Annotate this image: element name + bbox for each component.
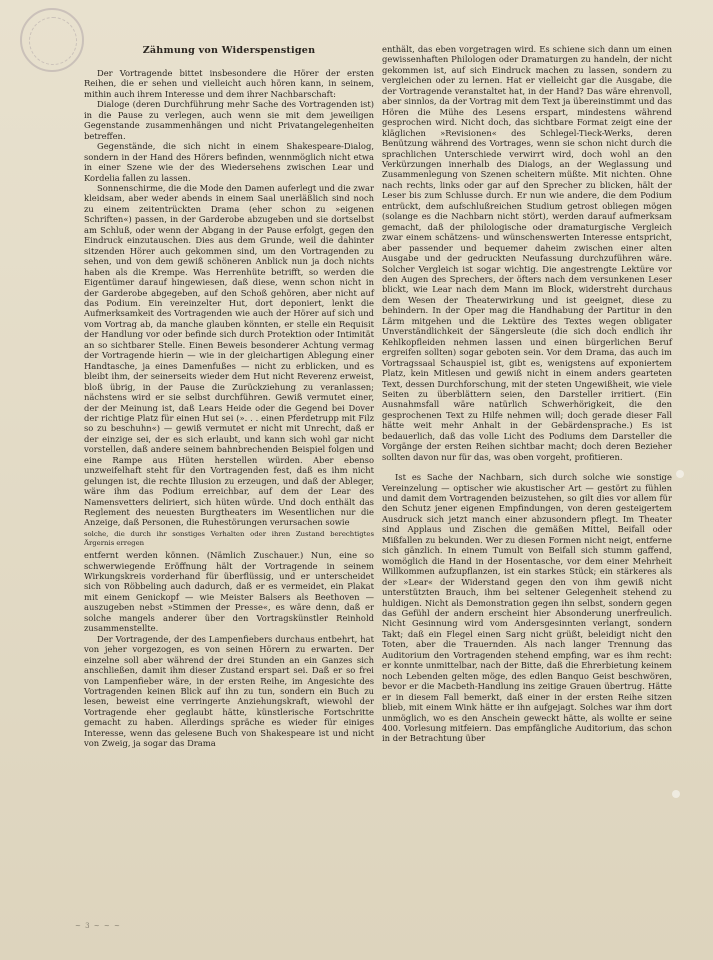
paragraph: Der Vortragende bittet insbesondere die Hörer der ersten Reihen, die er sehen und vielleicht auch hören kann, in seinem, mithin auch ihrem Interesse und dem ihrer Nachbarschaft: [84, 68, 374, 99]
left-column [84, 68, 374, 749]
page-footer-mark: ~ 3 ~ ~ ~ [75, 922, 121, 930]
paragraph: entfernt werden können. (Nämlich Zuschauer.) Nun, eine so schwerwiegende Eröffnung hält der Vortragende in seinem Wirkungskreis vorderhand für überflüssig, und er unterscheidet sich von Röbbeling auch dadurch, daß er es vermeidet, ein Plakat mit einem Genickopf — wie Meister Balsers als Beethoven — auszugeben nebst »Stimmen der Presse«, es wäre denn, daß er solche mangels anderer über den Vortragskünstler Reinhold zusammenstellte. [84, 550, 374, 634]
paragraph: enthält, das eben vorgetragen wird. Es schiene sich dann um einen gewissenhaften Philologen oder Dramaturgen zu handeln, der nicht gekommen ist, auf sich Eindruck machen zu lassen, sondern zu vergleichen oder zu lernen. Hat er vielleicht gar die Ausgabe, die der Vortragende veranstaltet hat, in der Hand? Das wäre ehrenvoll, aber sinnlos, da der Vortrag mit dem Text ja übereinstimmt und das Hören die Mühe des Lesens erspart, mindestens während gesprochen wird. Nicht doch, das sichtbare Format zeigt eine der kläglichen »Revisionen« des Schlegel-Tieck-Werks, deren Benützung während des Vortrages, wenn sie schon nicht durch die sprachlichen Unterschiede verwirrt wird, doch wohl an den Verkürzungen innerhalb des Dialogs, an der Weglassung und Zusammenlegung von Szenen scheitern müßte. Mit nichten. Ohne nach rechts, links oder gar auf den Sprecher zu blicken, hält der Leser bis zum Schlusse durch. Er nun wie andere, die dem Podium entrückt, dem aufschlußreichen Studium getrost obliegen mögen (solange es die Nachbarn nicht stört), werden darauf aufmerksam gemacht, daß der philologische oder dramaturgische Vergleich zwar einem schätzens- und wünschenswerten Interesse entspricht, aber passender und bequemer daheim zwischen einer alten Ausgabe und der gedruckten Neufassung durchzuführen wäre. Solcher Vergleich ist sogar wichtig. Die angestrengte Lektüre vor den Augen des Sprechers, der öfters nach dem versunkenen Leser blickt, wie Lear nach dem Mann im Block, widerstreht durchaus dem Wesen der Theaterwirkung und ist geeignet, diese zu behindern. In der Oper mag die Handhabung der Partitur in den Lärm mitgehen und die Lektüre des Textes wegen obligater Unverständlichkeit der Sängersleute (die sich doch endlich ihr Kehlkopfleiden nehmen lassen und einen bürgerlichen Beruf ergreifen sollten) sogar geboten sein. Vor dem Drama, das auch im Vortragssaal Schauspiel ist, gibt es, wenigstens auf exponiertem Platz, kein Mitlesen und gewiß nicht in einem anders gearteten Text, dessen Durchforschung, mit der steten Ungewißheit, wie viele Seiten zu überblättern seien, den Darsteller irritiert. (Ein Ausnahmsfall wäre natürlich Schwerhörigkeit, die den gesprochenen Text zu Hilfe nehmen will; doch gerade dieser Fall hätte weit mehr Anhalt in der Gebärdensprache.) Es ist bedauerlich, daß das volle Licht des Podiums dem Darsteller die Vorgänge der ersten Reihen sichtbar macht; doch deren Bezieher sollten davon nur für das, was oben vorgeht, profitieren. [382, 44, 672, 462]
library-stamp [20, 8, 84, 72]
paragraph: Dialoge (deren Durchführung mehr Sache des Vortragenden ist) in die Pause zu verlegen, auch wenn sie mit dem jeweiligen Gegenstande zusammenhängen und nicht Privatangelegenheiten betreffen. [84, 99, 374, 141]
paper-crease-mark [676, 470, 684, 478]
paragraph: Sonnenschirme, die die Mode den Damen auferlegt und die zwar kleidsam, aber weder abends in einem Saal unerläßlich sind noch zu einem zeitentrückten Drama (eher schon zu »eigenen Schriften«) passen, in der Garderobe abzugeben und sie dortselbst am Schluß, oder wenn der Abgang in der Pause erfolgt, gegen den Eindruck einzutauschen. Dies aus dem Grunde, weil die dahinter sitzenden Hörer auch gekommen sind, um den Vortragenden zu sehen, und von dem gewiß schöneren Anblick nun ja doch nichts haben als die Krempe. Was Herrenhüte betrifft, so werden die Eigentümer darauf hingewiesen, daß diese, wenn schon nicht in der Garderobe abgegeben, auf den Schoß gehören, aber nicht auf das Podium. Ein vereinzelter Hut, dort deponiert, lenkt die Aufmerksamkeit des Vortragenden wie auch der Hörer auf sich und vom Vortrag ab, da manche glauben könnten, er stelle ein Requisit der Handlung vor oder befinde sich durch Protektion oder Intimität an so sichtbarer Stelle. Einen Beweis besonderer Achtung vermag der Vortragende hierin — wie in der gleichartigen Ablegung einer Handtasche, ja eines Damenfußes — nicht zu erblicken, und es bleibt ihm, der seinerseits wieder dem Hut nicht Reverenz erweist, bloß übrig, in der Pause die Zurückziehung zu veranlassen; nächstens wird er sie selbst durchführen. Gewiß vermutet einer, der der Meinung ist, daß Lears Heide oder die Gegend bei Dover der richtige Platz für einen Hut sei (». . . einen Pferdetrupp mit Filz so zu beschuhn«) — gewiß vermutet er nicht mit Unrecht, daß er der einzige sei, der es sich erlaubt, und kann sich wohl gar nicht vorstellen, daß andere seinem bahnbrechenden Beispiel folgen und eine Rampe aus Hüten herstellen würden. Aber ebenso unzweifelhaft steht für den Vortragenden fest, daß es ihm nicht gelungen ist, die rechte Illusion zu erzeugen, und daß der Ableger, wäre ihm das Podium erreichbar, auf dem der Lear des Namensvetters deliriert, sich hüten würde. Und doch enthält das Reglement des neuesten Burgtheaters im Wesentlichen nur die Anzeige, daß Personen, die Ruhestörungen verursachen sowie [84, 182, 374, 528]
paragraph: Der Vortragende, der des Lampenfiebers durchaus entbehrt, hat von jeher vorgezogen, es von seinen Hörern zu erwarten. Der einzelne soll aber während der drei Stunden an ein Ganzes sich anschließen, damit ihm dieser Zustand erspart sei. Daß er so frei von Lampenfieber wäre, in der ersten Reihe, im Angesichte des Vortragenden keinen Blick auf ihn zu tun, sondern ein Buch zu lesen, beweist eine verringerte Anziehungskraft, wiewohl der Vortragende eher geglaubt hätte, künstlerische Fortschritte gemacht zu haben. Allerdings spräche es wieder für einiges Interesse, wenn das gelesene Buch von Shakespeare ist und nicht von Zweig, ja sogar das Drama [84, 633, 374, 749]
paragraph: Gegenstände, die sich nicht in einem Shakespeare-Dialog, sondern in der Hand des Hörers befinden, wennmöglich nicht etwa in einer Szene wie der des Wiedersehens zwischen Lear und Kordelia fallen zu lassen. [84, 141, 374, 183]
inline-quote-small: solche, die durch ihr sonstiges Verhalten oder ihren Zustand berechtigtes Ärgernis erregen [84, 529, 374, 547]
paper-crease-mark [672, 790, 680, 798]
article-title: Zähmung von Widerspenstigen [142, 45, 316, 56]
right-column [382, 44, 672, 744]
paragraph: Ist es Sache der Nachbarn, sich durch solche wie sonstige Vereinzelung — optischer wie akustischer Art — gestört zu fühlen und damit dem Vortragenden beizustehen, so gilt dies vor allem für den Schutz jener eigenen Empfindungen, von deren gesteigertem Ausdruck sich jetzt manch einer abzusondern pflegt. Im Theater sind Applaus und Zischen die gemäßen Mittel, Beifall oder Mißfallen zu bekunden. Wer zu diesen Formen nicht neigt, entferne sich gänzlich. In einem Tumult von Beifall sich stumm gaffend, womöglich die Hand in der Hosentasche, vor dem einer Mehrheit Willkommen aufzupflanzen, ist ein starkes Stück; ein stärkeres als der »Lear« der Widerstand gegen den von ihm gewiß nicht unterstützten Brauch, ihm bei seltener Gelegenheit stehend zu huldigen. Nicht als Demonstration gegen ihn selbst, sondern gegen das Gefühl der andern erscheint hier Absonderung unerfreulich. Nicht Gesinnung wird vom Andersgesinnten verlangt, sondern Takt; daß ein Flegel einen Sarg nicht grüßt, beleidigt nicht den Toten, aber die Trauernden. Als nach langer Trennung das Auditorium den Vortragenden stehend empfing, war es ihm recht: er konnte unmittelbar, nach der Bitte, daß die Ehrerbietung keinem noch Lebenden gelten möge, des edlen Banquo Geist beschwören, bevor er die Macbeth-Handlung ins zeitige Grauen übertrug. Hätte er in diesem Fall bemerkt, daß einer in der ersten Reihe sitzen blieb, mit einem Wink hätte er ihn aufgejagt. Solches war ihm dort unmöglich, wo es den Anschein geweckt hätte, als wollte er seine 400. Vorlesung mitfeiern. Das empfängliche Auditorium, das schon in der Betrachtung über [382, 472, 672, 744]
